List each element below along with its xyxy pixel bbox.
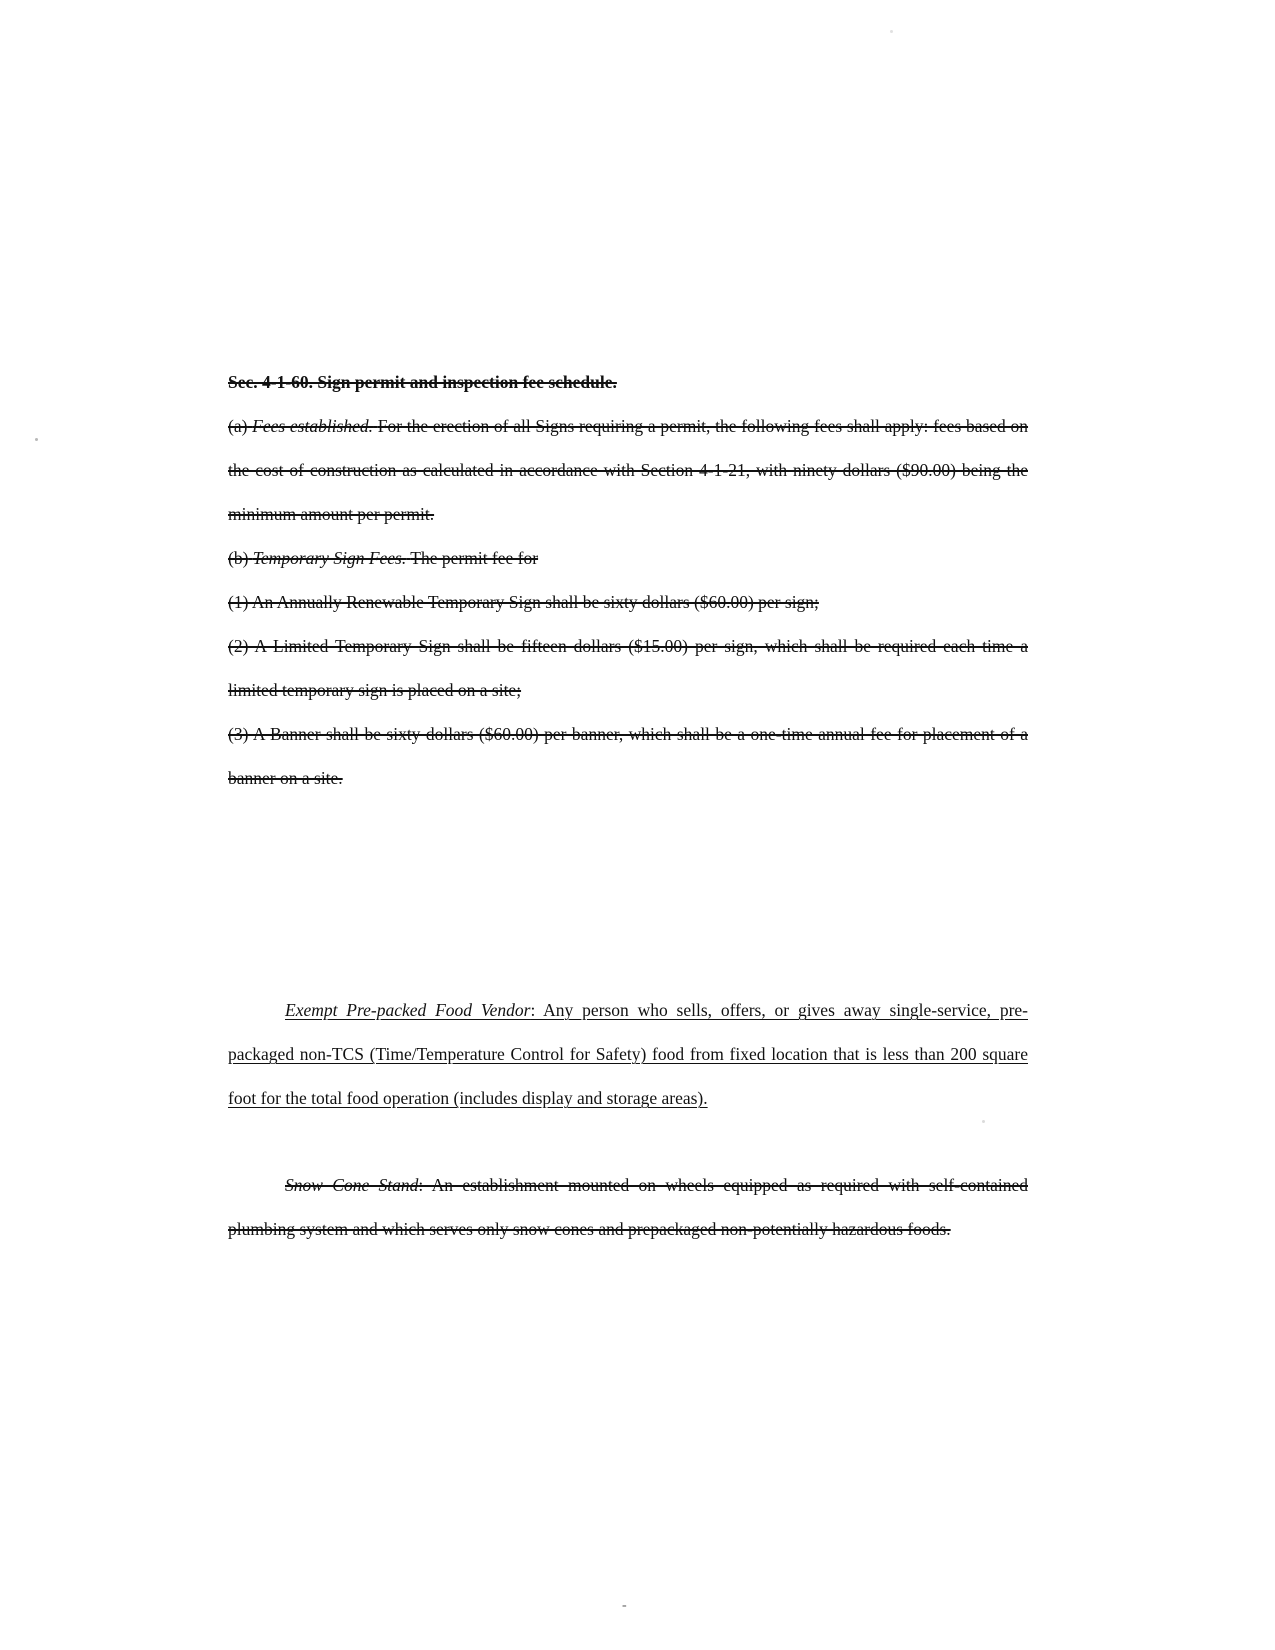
snow-cone-definition — [228, 1163, 1028, 1251]
exempt-vendor-definition — [228, 988, 1028, 1120]
exempt-vendor-paragraph — [228, 988, 1028, 1120]
subsection-b — [228, 536, 1028, 580]
section-heading — [228, 360, 1028, 404]
snow-cone-text: : An establishment mounted on wheels equipped as required with self-contained plumbing system and which serves only snow cones and prepackaged non-potentially hazardous foods. — [228, 1175, 1028, 1239]
subsection-b-text: The permit fee for — [410, 548, 539, 568]
section-heading-text: Sec. 4-1-60. Sign permit and inspection fee schedule. — [228, 372, 617, 392]
footer-mark: - — [622, 1598, 627, 1613]
snow-cone-paragraph — [228, 1163, 1028, 1251]
scan-speck — [890, 30, 893, 33]
fee-item-2: (2) A Limited Temporary Sign shall be fifteen dollars ($15.00) per sign, which shall be required each time a limited temporary sign is placed on a site; — [228, 636, 1028, 700]
snow-cone-term: Snow Cone Stand — [285, 1175, 419, 1195]
exempt-vendor-text: : Any person who sells, offers, or gives away single-service, pre-packaged non-TCS (Time/Temperature Control for Safety) food from fixed location that is less than 200 square foot for the total food operation (includes display and storage areas). — [228, 1000, 1028, 1108]
subsection-b-label: (b) — [228, 548, 249, 568]
sign-permit-section — [228, 360, 1028, 800]
subsection-a-label: (a) — [228, 416, 248, 436]
fee-item-3: (3) A Banner shall be sixty dollars ($60.00) per banner, which shall be a one-time annual fee for placement of a banner on a site. — [228, 724, 1028, 788]
fee-item-1: (1) An Annually Renewable Temporary Sign shall be sixty dollars ($60.00) per sign; — [228, 592, 819, 612]
scan-speck — [982, 1120, 985, 1123]
exempt-vendor-term: Exempt Pre-packed Food Vendor — [285, 1000, 531, 1020]
subsection-b-title: Temporary Sign Fees. — [252, 548, 407, 568]
subsection-a — [228, 404, 1028, 536]
subsection-a-title: Fees established. — [252, 416, 374, 436]
subsection-a-text: For the erection of all Signs requiring a permit, the following fees shall apply: fees based on the cost of construction as calculated in accordance with Section 4-1-21, with ninety dollars ($90.00) being the minimum amount per permit. — [228, 416, 1029, 524]
scan-speck — [35, 438, 38, 441]
